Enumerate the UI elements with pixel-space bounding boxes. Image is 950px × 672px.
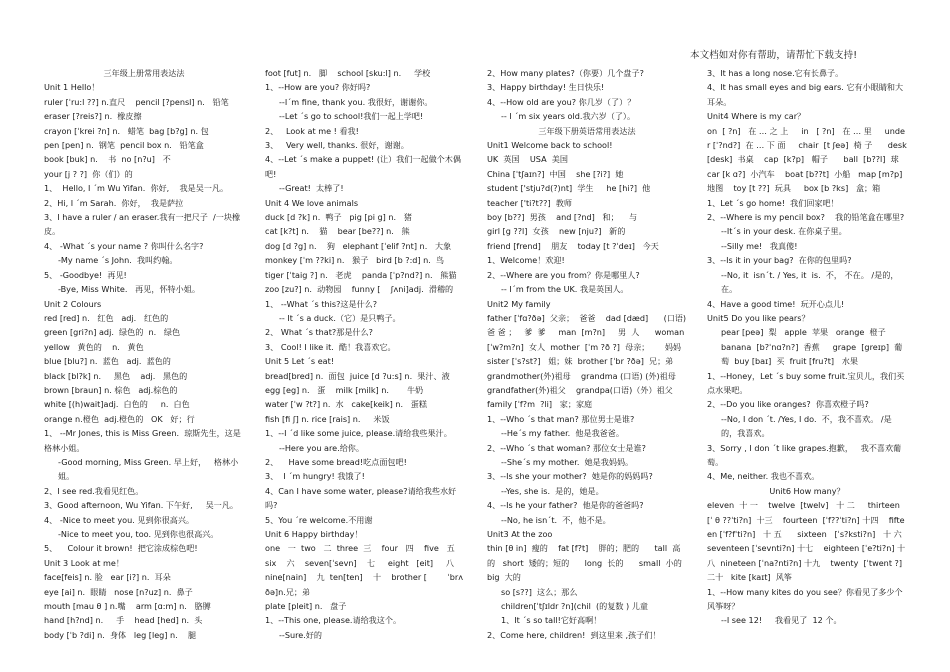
text-line: Unit2 My family [487, 298, 551, 309]
text-line: 4、Me, neither. 我也不喜欢。 [707, 471, 820, 482]
text-line: teacher ['ti?t??] 教师 [487, 197, 572, 208]
column-1 [44, 66, 244, 642]
text-line: 3、I have a ruler / an eraser.我有一把尺子 /一块橡皮。 [44, 212, 241, 237]
text-line: pear [peə] 梨 apple 苹果 orange 橙子 [721, 327, 886, 338]
text-line: orange n.橙色 adj.橙色的 OK 好；行 [44, 413, 195, 424]
text-line: 3、--Is she your mother? 她是你的妈妈吗? [487, 471, 653, 482]
text-line: 2、--Where is my pencil box? 我的铅笔盒在哪里? [707, 212, 905, 223]
text-line: 3、Good afternoon, Wu Yifan. 下午好, 吴一凡。 [44, 500, 238, 511]
text-line: 2、How many plates?（你要）几个盘子? [487, 68, 644, 78]
text-line: Unit3 At the zoo [487, 529, 553, 539]
text-line: 三年级上册常用表达法 [103, 68, 185, 78]
text-line: 5、You ˊre welcome.不用谢 [265, 514, 373, 525]
text-line: -- It ˊs a duck.（它）是只鸭子。 [279, 312, 401, 323]
text-line: 3、 I ˊm hungry! 我饿了! [265, 471, 365, 482]
text-line: 2、 What ˊs that?那是什么? [265, 327, 373, 338]
text-line: on [ ?n] 在 … 之 上 in [ ?n] 在 … 里 under [ˈ?nd?] 在 … 下 面 chair [t ʃeə] 椅 子 desk [desk] 书桌 cap [k?p] 帽子 ball [b??l] 球 [707, 125, 910, 165]
text-line: boy [b??] 男孩 and [?nd] 和； 与 [487, 212, 638, 223]
text-line: 1、Let ˊs go home! 我们回家吧！ [707, 197, 839, 208]
text-line: Unit 4 We love animals [265, 197, 359, 208]
text-line: friend [frend] 朋友 today [t ?ˈdeɪ] 今天 [487, 240, 659, 251]
text-line: Unit 1 Hello！ [44, 82, 100, 93]
text-line: --Silly me! 我真傻! [721, 240, 798, 251]
text-line: grandmother(外)祖母 grandma (口语) (外)祖母 grandfather(外)祖父 grandpa(口语)（外）祖父 family [ˈf?m ?li] 家；家庭 [487, 370, 686, 410]
text-line: cat [k?t] n. 猫 bear [be??] n. 熊 [265, 226, 410, 237]
text-line: black [bl?k] n. 黑色 adj. 黑色的 [44, 370, 188, 381]
text-line: 1、--This one, please.请给我这个。 [265, 615, 402, 626]
text-line: 4、--Is he your father? 他是你的爸爸吗? [487, 500, 644, 511]
column-3 [487, 66, 687, 642]
text-line: 1、--Honey，Let ˊs buy some fruit.宝贝儿，我们买点水果吧。 [707, 370, 905, 395]
text-line: eleven 十 一 twelve [twelv] 十 二 thirteen [ˈ θ ??ˈti?n] 十三 fourteen [ˈf??ˈti?n] 十四 fifteen [ˈf?fˈti?n] 十 五 sixteen [ˈs?ksti?n] 十 六 seventeen [ˈsevnti?n] 十七 eighteen [ˈe?ti?n] 十八 nineteen [ˈna?nti?n] 十九 twenty [ˈtwent ?] 二十 kite [kaɪt] 风筝 [707, 500, 906, 583]
text-line: children[ˈtʃɪldr ?n](chil (的复数 ) 儿童 [501, 601, 648, 612]
text-line: 3、 Cool! I like it. 酷！我喜欢它。 [265, 341, 396, 352]
text-line: 3、Sorry , I don ˊt like grapes.抱歉， 我不喜欢葡萄。 [707, 442, 902, 467]
text-line: ruler [ˈru:l ??] n.直尺 pencil [?pensl] n. 铅笔 [44, 96, 229, 107]
text-line: sister [ˈs?st?] 姐；妹 brother [ˈbr ?ðə] 兄；弟 [487, 356, 674, 367]
text-line: dog [d ?g] n. 狗 elephant [ˈelif ?nt] n. 大象 [265, 240, 452, 251]
text-line: --No, he isnˊt. 不，他不是。 [501, 514, 611, 525]
text-line: 2、 Have some bread!吃点面包吧! [265, 456, 407, 467]
text-line: big 大的 [487, 572, 521, 583]
text-line: -- I ˊm six years old.我六岁（了）。 [501, 111, 636, 122]
text-line: --Here you are.给你。 [279, 442, 364, 453]
text-line: zoo [zu?] n. 动物园 funny [ ʃʌni]adj. 滑稽的 [265, 284, 454, 295]
text-line: Unit 6 Happy birthday！ [265, 529, 363, 539]
text-line: eraser [?reis?] n. 橡皮擦 [44, 111, 142, 122]
text-line: body [ˈb ?di] n. 身体 leg [leg] n. 腿 [44, 629, 197, 640]
text-line: --No, it isnˊt. / Yes, it is. 不， 不在。 /是的，在。 [721, 269, 899, 295]
text-line: -Bye, Miss White. 再见，怀特小姐。 [58, 284, 200, 295]
text-line: -- Iˊm from the UK. 我是英国人。 [501, 284, 629, 295]
text-line: 3、It has a long nose.它有长鼻子。 [707, 68, 844, 78]
text-line: 1、Welcome！欢迎! [487, 255, 565, 266]
text-line: Unit1 Welcome back to school! [487, 140, 613, 151]
text-line: 三年级下册英语常用表达法 [538, 125, 636, 136]
text-line: 1、 --Mr Jones, this is Miss Green. 琼斯先生，这是格林小姐。 [44, 428, 241, 453]
text-line: plate [pleit] n. 盘子 [265, 601, 347, 612]
text-line: hand [h?nd] n. 手 head [hed] n. 头 [44, 615, 203, 626]
text-line: white [(h)wait]adj. 白色的 n. 白色 [44, 399, 190, 410]
text-line: -Good morning, Miss Green. 早上好， 格林小姐。 [58, 456, 239, 482]
text-line: --Yes, she is. 是的，她是。 [501, 485, 604, 496]
text-line: --Itˊs in your desk. 在你桌子里。 [721, 226, 847, 237]
text-line: your [j ? ?] 你（们）的 [44, 168, 133, 179]
text-line: brown [braun] n. 棕色 adj.棕色的 [44, 384, 178, 395]
text-line: Unit 5 Let ˊs eat! [265, 356, 335, 367]
text-line: 2、Hi, I ˊm Sarah. 你好， 我是萨拉 [44, 197, 184, 208]
text-line: 1、--Who ˊs that man? 那位男士是谁? [487, 413, 635, 424]
text-line: tiger [ˈtaig ?] n. 老虎 panda [ˈp?nd?] n. 熊猫 [265, 269, 457, 280]
text-line: 4、 -What ˊs your name ? 你叫什么名字? [44, 240, 204, 251]
text-line: duck [d ?k] n. 鸭子 pig [pi g] n. 猪 [265, 212, 412, 223]
text-line: 4、 -Nice to meet you. 见到你很高兴。 [44, 514, 195, 525]
text-line: --I see 12! 我看见了 12 个。 [721, 615, 842, 626]
text-line: Unit 3 Look at me！ [44, 557, 124, 568]
text-line: student ['stju?d(?)nt] 学生 he [hi?] 他 [487, 183, 651, 194]
text-line: monkey [ˈm ??ki] n. 猴子 bird [b ?:d] n. 鸟 [265, 255, 445, 266]
text-line: --Iˊm fine, thank you. 我很好，谢谢你。 [279, 96, 433, 107]
text-line: China [ˈtʃaɪn?] 中国 she [?i?] 她 [487, 168, 624, 179]
text-line: 4、Can I have some water, please?请给我些水好吗? [265, 485, 457, 511]
text-line: 4、It has small eyes and big ears. 它有小眼睛和大耳朵。 [707, 82, 904, 107]
text-line: Unit 2 Colours [44, 298, 102, 309]
text-line: green [gri?n] adj. 绿色的 n. 绿色 [44, 327, 181, 338]
text-line: [ˈw?m?n] 女人 mother [ˈm ?ð ?] 母亲； 妈妈 [487, 341, 682, 352]
text-line: 1、It ˊs so tall!它好高啊！ [501, 615, 602, 626]
text-line: --Sheˊs my mother. 她是我妈妈。 [501, 456, 634, 467]
text-line: foot [fut] n. 脚 school [sku:l] n. 学校 [265, 68, 431, 78]
text-line: --Heˊs my father. 他是我爸爸。 [501, 428, 624, 439]
text-line: Unit6 How many？ [769, 485, 845, 496]
text-line: 2、Come here, children! 到这里来 ,孩子们！ [487, 629, 661, 640]
text-line: so [s??] 这么；那么 [501, 586, 578, 597]
text-line: bread[bred] n. 面包 juice [d ?u:s] n. 果汁、液 [265, 370, 450, 381]
text-line: egg [eg] n. 蛋 milk [milk] n. 牛奶 [265, 384, 424, 395]
text-line: 1、--How many kites do you see？你看见了多少个风筝呀？ [707, 586, 903, 612]
text-line: 1、 --What ˊs this?这是什么? [265, 298, 378, 309]
text-line: nine[nain] 九 ten[ten] 十 brother [ ˈbrʌðə]n.兄；弟 [265, 572, 464, 597]
text-line: pen [pen] n. 钢笔 pencil box n. 铅笔盒 [44, 140, 204, 151]
text-line: 3、 Very well, thanks. 很好，谢谢。 [265, 140, 409, 151]
text-line: 5、 Colour it brown! 把它涂成棕色吧! [44, 543, 198, 554]
text-line: yellow 黄色的 n. 黄色 [44, 341, 144, 352]
text-line: 1、--I ˊd like some juice, please.请给我些果汁。 [265, 428, 452, 439]
text-line: one 一 two 二 three 三 four 四 five 五 [265, 543, 455, 554]
text-line: 1、--How are you? 你好吗? [265, 82, 371, 93]
text-line: 5、 -Goodbye! 再见! [44, 269, 127, 280]
text-line: 3、--Is it in your bag? 在你的包里吗? [707, 255, 852, 266]
text-line: mouth [mau θ ] n.嘴 arm [ɑ:m] n. 胳膊 [44, 601, 211, 612]
text-line: --No, I don ˊt. /Yes, I do. 不，我不喜欢。 /是的，我喜欢。 [721, 413, 892, 439]
text-line: blue [blu?] n. 蓝色 adj. 蓝色的 [44, 356, 171, 367]
column-2 [265, 66, 465, 642]
text-line: 4、--How old are you? 你几岁（了）？ [487, 96, 636, 107]
text-line: --Great! 太棒了! [279, 183, 344, 194]
text-line: girl [g ??l] 女孩 new [nju?] 新的 [487, 226, 626, 237]
text-line: father [ˈfɑ?ðə] 父亲； 爸爸 dad [dæd] (口语)爸 爸 ； 爹 爹 man [m?n] 男 人 woman [487, 312, 687, 338]
text-line: thin [θ in] 瘦的 fat [f?t] 胖的；肥的 tall 高的 short 矮的；短的 long 长的 small 小的 [487, 543, 682, 568]
text-line: car [k ɑ?] 小汽车 boat [b??t] 小船 map [m?p] 地图 toy [t ??] 玩具 box [b ?ks] 盒；箱 [707, 168, 905, 194]
text-line: Unit5 Do you like pears？ [707, 312, 810, 323]
text-line: 2、--Do you like oranges? 你喜欢橙子吗? [707, 399, 869, 410]
text-line: 2、I see red.我看见红色。 [44, 485, 144, 496]
text-line: crayon [ˈkrei ?n] n. 蜡笔 bag [b?g] n. 包 [44, 125, 209, 136]
text-line: six 六 seven[ˈsevn] 七 eight [eit] 八 [265, 557, 454, 568]
text-line: water [ˈw ?t?] n. 水 cake[keik] n. 蛋糕 [265, 399, 427, 410]
text-line: banana [b?ˈnɑ?n?] 香蕉 grape [greɪp] 葡萄 buy [baɪ] 买 fruit [fru?t] 水果 [721, 341, 903, 367]
text-line: -My name ˊs John. 我叫约翰。 [58, 255, 178, 266]
text-line: face[feis] n. 脸 ear [i?] n. 耳朵 [44, 572, 171, 583]
text-line: book [buk] n. 书 no [n?u] 不 [44, 154, 171, 165]
text-line: UK 英国 USA 美国 [487, 154, 568, 165]
text-line: 3、Happy birthday! 生日快乐! [487, 82, 605, 93]
text-line: 1、 Hello, I ˊm Wu Yifan. 你好, 我是吴一凡。 [44, 183, 229, 194]
text-line: Unit4 Where is my car？ [707, 111, 806, 122]
column-4 [707, 66, 910, 628]
text-line: red [red] n. 红色 adj. 红色的 [44, 312, 169, 323]
text-line: eye [ai] n. 眼睛 nose [n?uz] n. 鼻子 [44, 586, 193, 597]
text-line: --Sure.好的 [279, 629, 322, 640]
text-line: 2、--Where are you from？你是哪里人? [487, 269, 640, 280]
text-line: 4、--Let ˊs make a puppet! (让）我们一起做个木偶吧! [265, 154, 461, 179]
download-notice: 本文档如对你有帮助，请帮忙下载支持! [690, 50, 858, 61]
text-line: 2、 Look at me ! 看我! [265, 125, 359, 136]
text-line: 4、Have a good time! 玩开心点儿! [707, 298, 845, 309]
text-line: 2、--Who ˊs that woman? 那位女士是谁? [487, 442, 646, 453]
text-line: --Let ˊs go to school!我们一起上学吧! [279, 111, 424, 122]
text-line: -Nice to meet you, too. 见到你也很高兴。 [58, 529, 219, 539]
text-line: fish [fi ʃ] n. rice [rais] n. 米饭 [265, 413, 390, 424]
